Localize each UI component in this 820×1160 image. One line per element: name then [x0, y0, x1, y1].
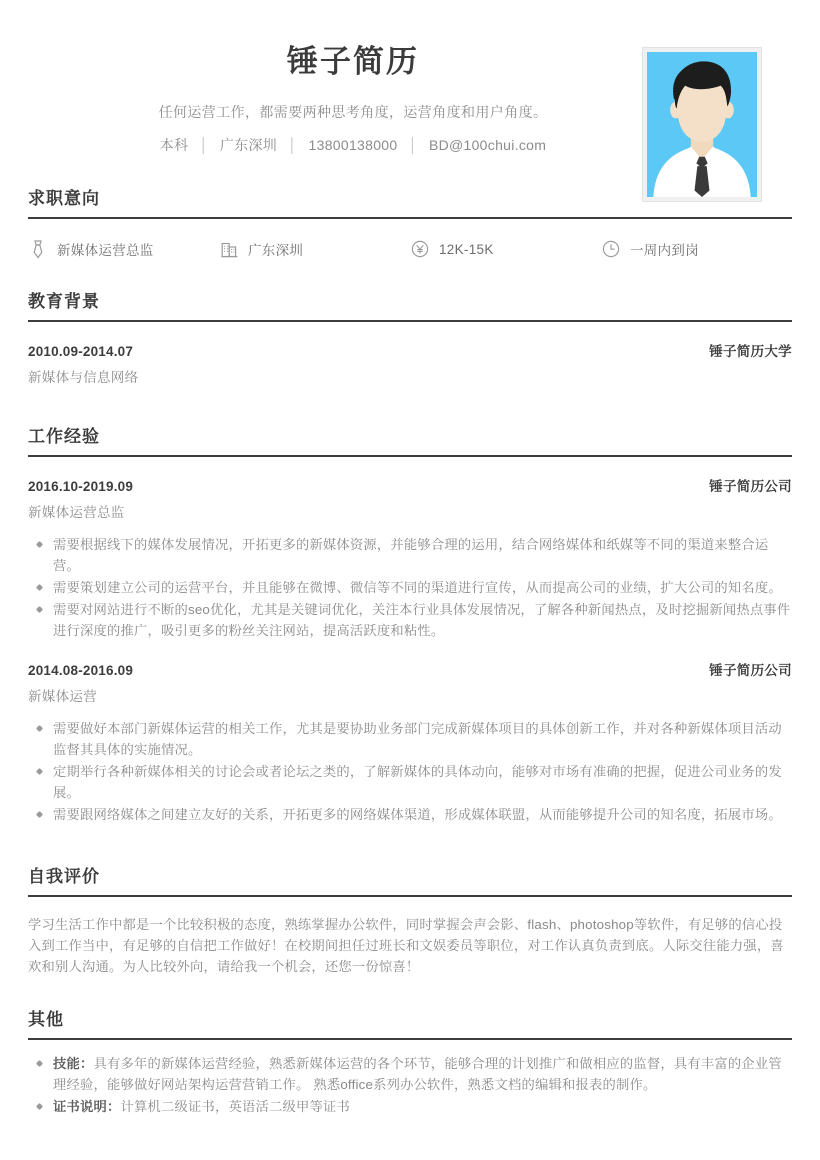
avatar-illustration-icon [647, 52, 757, 197]
building-icon [219, 239, 239, 259]
section-evaluation [28, 864, 792, 1001]
list-item: 需要策划建立公司的运营平台，并且能够在微博、微信等不同的渠道进行宣传，从而提高公司的业绩，扩大公司的知名度。 [28, 577, 792, 598]
section-education [28, 289, 792, 418]
section-divider [28, 1038, 792, 1040]
contact-email: BD@100chui.com [428, 137, 547, 153]
other-colon: ： [80, 1056, 94, 1071]
work-role: 新媒体运营总监 [28, 505, 125, 520]
list-item [28, 1096, 792, 1117]
contact-separator-icon: │ [408, 137, 418, 153]
page-title: 锤子简历 [287, 44, 419, 79]
work-date: 2014.08-2016.09 [28, 663, 134, 678]
other-label: 证书说明 [53, 1099, 107, 1114]
header-text-block [28, 40, 668, 157]
intention-item-position [28, 239, 219, 259]
other-bullet-list [28, 1053, 792, 1117]
work-company: 锤子简历公司 [709, 663, 792, 678]
other-text: 计算机二级证书，英语活二级甲等证书 [120, 1099, 350, 1114]
section-divider [28, 455, 792, 457]
section-title-other: 其他 [28, 1010, 64, 1029]
education-school: 锤子简历大学 [709, 344, 792, 359]
list-item: 需要对网站进行不断的seo优化，尤其是关键词优化，关注本行业具体发展情况，了解各种新闻热点，及时挖掘新闻热点事件进行深度的推广，吸引更多的粉丝关注网站，提高活跃度和粘性。 [28, 599, 792, 641]
clock-icon [601, 239, 621, 259]
intention-label-salary: 12K-15K [439, 241, 494, 257]
intention-item-location [219, 239, 410, 259]
other-label: 技能 [53, 1056, 80, 1071]
evaluation-text: 学习生活工作中都是一个比较积极的态度，熟练掌握办公软件，同时掌握会声会影、flash、photoshop等软件，有足够的信心投入到工作当中，有足够的自信把工作做好！在校期间担任过班长和文娱委员等职位，对工作认真负责到底。人际交往能力强，喜欢和别人沟通。为人比较外向，请给我一个机会，还您一份惊喜！ [28, 917, 784, 974]
work-date: 2016.10-2019.09 [28, 479, 134, 494]
work-company: 锤子简历公司 [709, 479, 792, 494]
list-item [28, 1053, 792, 1095]
contact-location: 广东深圳 [219, 137, 278, 153]
section-title-education: 教育背景 [28, 292, 100, 311]
spacer [28, 826, 792, 858]
avatar-image [647, 52, 757, 197]
intention-grid [28, 239, 792, 283]
list-item: 定期举行各种新媒体相关的讨论会或者论坛之类的，了解新媒体的具体动向，能够对市场有准确的把握，促进公司业务的发展。 [28, 761, 792, 803]
contact-separator-icon: │ [288, 137, 298, 153]
other-colon: ： [107, 1099, 121, 1114]
avatar [642, 47, 762, 202]
tie-icon [28, 239, 48, 259]
section-divider [28, 217, 792, 219]
intention-label-position: 新媒体运营总监 [57, 243, 154, 258]
work-entry [28, 475, 792, 641]
section-divider [28, 320, 792, 322]
resume-header [28, 0, 792, 180]
work-entry-head [28, 475, 792, 495]
education-entry [28, 340, 792, 386]
salary-icon [410, 239, 430, 259]
section-title-work: 工作经验 [28, 427, 100, 446]
intention-item-availability [601, 239, 792, 259]
work-bullet-list [28, 718, 792, 825]
list-item: 需要做好本部门新媒体运营的相关工作，尤其是要协助业务部门完成新媒体项目的具体创新工作，并对各种新媒体项目活动监督其具体的实施情况。 [28, 718, 792, 760]
section-work [28, 424, 792, 858]
work-entry [28, 659, 792, 825]
section-title-intention: 求职意向 [28, 189, 100, 208]
list-item: 需要根据线下的媒体发展情况，开拓更多的新媒体资源，并能够合理的运用，结合网络媒体和纸媒等不同的渠道来整合运营。 [28, 534, 792, 576]
intention-label-location: 广东深圳 [248, 243, 304, 258]
contact-separator-icon: │ [199, 137, 209, 153]
education-major: 新媒体与信息网络 [28, 370, 139, 385]
spacer [28, 977, 792, 1001]
work-bullet-list [28, 534, 792, 641]
spacer [28, 386, 792, 418]
section-divider [28, 895, 792, 897]
section-other [28, 1007, 792, 1117]
education-date: 2010.09-2014.07 [28, 344, 134, 359]
other-text: 具有多年的新媒体运营经验，熟悉新媒体运营的各个环节，能够合理的计划推广和做相应的监督，具有丰富的企业管理经验，能够做好网站架构运营营销工作。 熟悉office系列办公软件，熟悉文档的编辑和报表的制作。 [53, 1056, 782, 1092]
contact-phone: 13800138000 [308, 137, 398, 153]
education-entry-head [28, 340, 792, 360]
work-role: 新媒体运营 [28, 689, 97, 704]
section-title-evaluation: 自我评价 [28, 867, 100, 886]
contact-education: 本科 [159, 137, 189, 153]
list-item: 需要跟网络媒体之间建立友好的关系，开拓更多的网络媒体渠道，形成媒体联盟，从而能够提升公司的知名度，拓展市场。 [28, 804, 792, 825]
intention-item-salary [410, 239, 601, 259]
intention-label-availability: 一周内到岗 [630, 243, 699, 258]
work-entry-head [28, 659, 792, 679]
header-contact-line [38, 133, 668, 157]
header-tagline: 任何运营工作，都需要两种思考角度，运营角度和用户角度。 [158, 104, 548, 120]
